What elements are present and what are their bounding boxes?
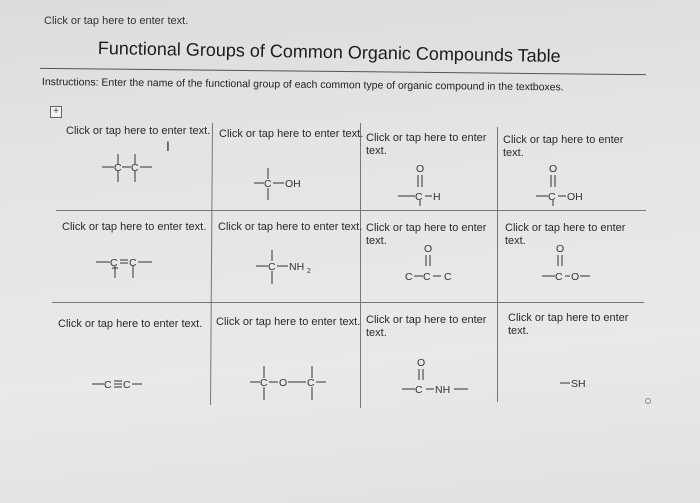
c-atom: C <box>123 379 131 391</box>
oh-group: OH <box>285 178 301 190</box>
h-atom: H <box>433 191 441 203</box>
c-atom: C <box>129 257 137 269</box>
c-atom: C <box>415 191 423 203</box>
structure-amide-icon <box>402 354 482 400</box>
c-atom: C <box>114 162 122 174</box>
instructions: Instructions: Enter the name of the functional group of each common type of organic compound in the textboxes. <box>41 76 564 94</box>
column-divider <box>497 127 498 402</box>
row-divider <box>52 302 644 303</box>
subscript-2: 2 <box>307 268 311 275</box>
c-atom: C <box>405 271 413 283</box>
page-title: Functional Groups of Common Organic Compounds Table <box>97 38 561 67</box>
structure-ether-icon <box>250 366 330 406</box>
structure-carboxylic-acid-icon <box>534 160 594 206</box>
stray-mark <box>645 398 651 404</box>
c-atom: C <box>423 271 431 283</box>
cell-input-r2c3[interactable]: Click or tap here to enter text. <box>366 222 487 247</box>
nh-group: NH <box>435 384 451 396</box>
c-atom: C <box>260 377 268 389</box>
structure-alkyne-icon <box>92 376 156 392</box>
c-atom: C <box>415 384 423 396</box>
text-cursor-icon: I <box>166 138 170 154</box>
c-atom: C <box>264 178 272 190</box>
structure-thiol-icon <box>560 376 600 392</box>
c-atom: C <box>110 257 118 269</box>
column-divider <box>360 123 361 408</box>
o-atom: O <box>416 163 425 175</box>
table-move-handle[interactable]: + <box>50 106 62 118</box>
cell-input-r2c2[interactable]: Click or tap here to enter text. <box>218 221 363 233</box>
cell-input-r1c2[interactable]: Click or tap here to enter text. <box>219 128 364 140</box>
structure-alcohol-icon <box>254 168 314 204</box>
nh2-group: NH <box>289 261 305 273</box>
o-atom: O <box>556 243 565 255</box>
c-atom: C <box>555 271 563 283</box>
structure-ketone-icon <box>404 240 464 286</box>
cell-input-r2c4[interactable]: Click or tap here to enter text. <box>505 222 626 247</box>
o-atom: O <box>279 377 288 389</box>
structure-aldehyde-icon <box>398 160 448 206</box>
structure-alkene-icon <box>96 254 158 286</box>
sh-group: SH <box>571 378 586 390</box>
cell-input-r3c3[interactable]: Click or tap here to enter text. <box>366 314 487 339</box>
o-atom: O <box>549 163 558 175</box>
cell-input-r2c1[interactable]: Click or tap here to enter text. <box>62 221 207 233</box>
o-atom: O <box>571 271 580 283</box>
o-atom: O <box>417 357 426 369</box>
structure-ester-icon <box>540 240 604 286</box>
structure-amine-icon <box>256 250 326 290</box>
cell-input-r1c1[interactable]: Click or tap here to enter text. <box>66 125 211 137</box>
cell-input-r1c3[interactable]: Click or tap here to enter text. <box>366 132 487 157</box>
c-atom: C <box>548 191 556 203</box>
o-atom: O <box>424 243 433 255</box>
cell-input-r3c1[interactable]: Click or tap here to enter text. <box>58 318 203 330</box>
c-atom: C <box>104 379 112 391</box>
c-atom: C <box>131 162 139 174</box>
cell-input-r3c4[interactable]: Click or tap here to enter text. <box>508 312 629 337</box>
c-atom: C <box>307 377 315 389</box>
structure-alkane-icon <box>100 150 160 190</box>
oh-group: OH <box>567 191 583 203</box>
column-divider <box>210 123 213 405</box>
row-divider <box>56 210 646 211</box>
c-atom: C <box>268 261 276 273</box>
cell-input-r3c2[interactable]: Click or tap here to enter text. <box>216 316 361 328</box>
c-atom: C <box>444 271 452 283</box>
cell-input-r1c4[interactable]: Click or tap here to enter text. <box>503 134 624 159</box>
top-placeholder[interactable]: Click or tap here to enter text. <box>44 15 189 27</box>
